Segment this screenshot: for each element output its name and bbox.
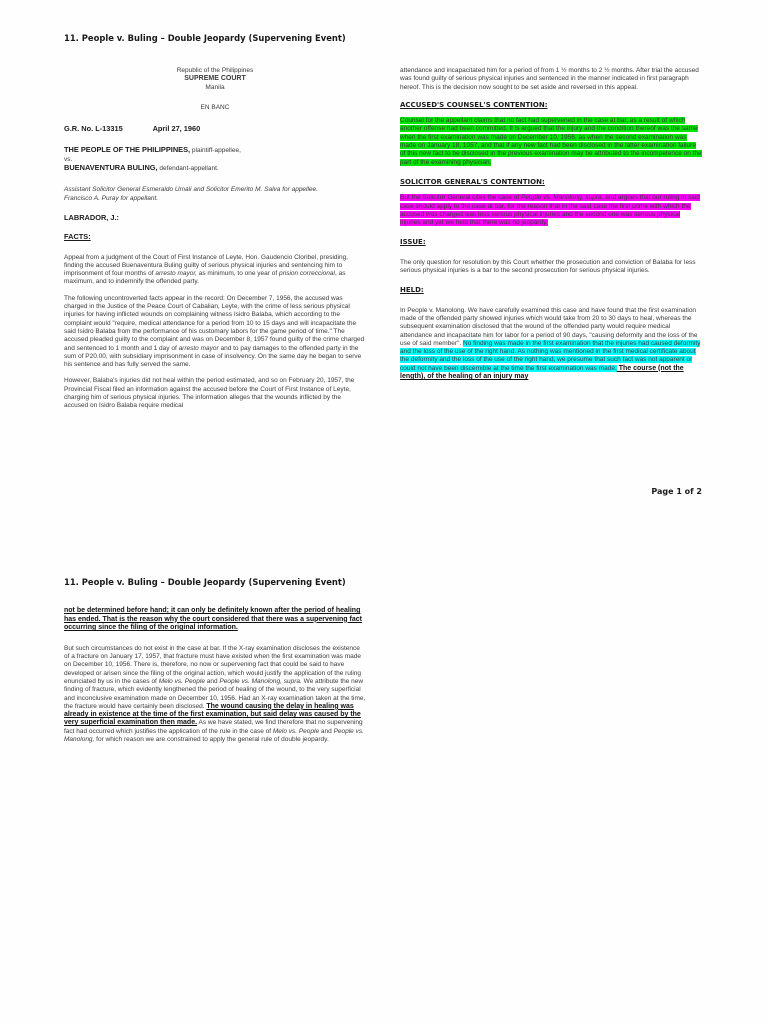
facts-paragraph-4: attendance and incapacitated him for a period of from 1 ½ months to 2 ½ months. After trial the accused was found guilty of serious physical injuries and sentenced in the manner indicated in first paragraph hereof. This is the decision now sought to be set aside and reversed in this appeal.	[400, 67, 699, 91]
accused-contention-heading: ACCUSED'S COUNSEL'S CONTENTION:	[400, 100, 548, 109]
court-city: Manila	[205, 83, 225, 91]
right-column	[400, 67, 702, 381]
left-column	[64, 67, 366, 411]
court-division: EN BANC	[200, 103, 230, 111]
issue-heading: ISSUE:	[400, 238, 426, 247]
held-heading: HELD:	[400, 286, 424, 295]
republic-line: Republic of the Philippines	[176, 67, 254, 74]
document-header: 11. People v. Buling – Double Jeopardy (Supervening Event)	[64, 33, 346, 43]
document-header-page-2: 11. People v. Buling – Double Jeopardy (Supervening Event)	[64, 577, 346, 587]
accused-contention-text	[400, 117, 702, 167]
issue-text: The only question for resolution by this Court whether the prosecution and conviction of Balaba for less serious physical injuries is a bar to the second prosecution for serious physical injuries.	[400, 258, 696, 275]
plaintiff-name: THE PEOPLE OF THE PHILIPPINES,	[64, 145, 191, 155]
emphasis-text-page-2: The wound causing the delay in healing was already in existence at the time of the first examination, but said delay was caused by the very superficial examination then made.	[64, 702, 361, 727]
defendant-line	[64, 164, 366, 173]
held-text: In People v. Manolong. We have carefully examined this case and have found that the first examination made of the offended party showed injuries which would take from 20 to 30 days to heal, whereas the subsequent examination disclosed that the wound of the offended party would require medical attendance and incapacitate him for labor for a period of 90 days, "causing deformity and the loss of the use of said member". No finding was made in the first examination that the injuries had caused deformity and the loss of the use of the right hand. As nothing was mentioned in the first medical certificate about the deformity and the loss of the use of the right hand, we presume that such fact was not apparent or could not have been discernible at the time the first examination was made. The course (not the length), of the healing of an injury may	[400, 306, 701, 381]
document-page-2	[0, 560, 768, 1024]
facts-paragraph-3: However, Balaba's injuries did not heal within the period estimated, and so on February 20, 1957, the Provincial Fiscal filed an information against the accused before the Court of First Instance of Leyte, charging him of serious physical injuries. The information alleges that the wounds inflicted by the accused on Isidro Balaba require medical	[64, 377, 355, 410]
page-number: Page 1 of 2	[651, 487, 702, 496]
defendant-name: BUENAVENTURA BULING,	[64, 163, 158, 173]
highlight-magenta: But the Solicitor General cites the case of People vs. Manolong, supra, and argues that our ruling in said case should apply to the case at bar, for the reason that in the said case the first crime with which the accused was charged was less serious physical injuries and the second one was serious physical injuries and yet we held that there was no jeopardy.	[400, 194, 700, 227]
decision-date: April 27, 1960	[152, 124, 201, 134]
continued-emphasis: not be determined before hand; it can only be definitely known after the period of healing has ended. That is the reason why the court considered that there was a supervening fact occurring since the filing of the original information.	[64, 607, 362, 632]
case-number-line	[64, 125, 366, 133]
highlight-cyan: No finding was made in the first examination that the injuries had caused deformity and the loss of the use of the right hand. As nothing was mentioned in the first medical certificate about the deformity and the loss of the use of the right hand, we presume that such fact was not apparent or could not have been discernible at the time the first examination was made.	[400, 339, 701, 372]
versus: vs.	[64, 155, 73, 163]
ponente: LABRADOR, J.:	[64, 212, 120, 222]
facts-heading: FACTS:	[64, 232, 91, 242]
counsel-appellee: Assistant Solicitor General Esmeraldo Umali and Solicitor Emerito M. Salva for appellee.	[64, 186, 318, 194]
facts-paragraph-1: Appeal from a judgment of the Court of First Instance of Leyte, Hon. Gaudencio Cloribel, presiding, finding the accused Buenaventura Buling guilty of serious physical injuries and sentencing him to imprisonment of four months of arresto mayor, as minimum, to one year of prision correccional, as maximum, and to indemnify the offended party.	[64, 253, 348, 286]
gr-number: G.R. No. L-13315	[64, 124, 123, 134]
defendant-role: defendant-appellant.	[157, 165, 219, 173]
page-2-paragraph: But such circumstances do not exist in the case at bar. If the X-ray examination discloses the existence of a fracture on January 17, 1957, that fracture must have existed when the first examination was made on December 10, 1956. There is, therefore, no now or supervening fact that could be said to have developed or arisen since the filing of the original action, which would justify the application of the ruling enunciated by us in the cases of Melo vs. People and People vs. Manolong, supra. We attribute the new finding of fracture, which evidently lengthened the period of healing of the wound, to the very superficial and inconclusive examination made on December 10, 1956. Had an X-ray examination taken at the time, the fracture would have certainly been disclosed. The wound causing the delay in healing was already in existence at the time of the first examination, but said delay was caused by the very superficial examination then made. As we have stated, we find therefore that no supervening fact had occurred which justifies the application of the rule in the case of Melo vs. People and People vs. Manolong, for which reason we are constrained to apply the general rule of double jeopardy.	[64, 644, 366, 744]
court-name: SUPREME COURT	[184, 75, 246, 83]
page-2-column	[64, 607, 366, 744]
highlight-green: Counsel for the appellant claims that no fact had supervened in the case at bar, as a result of which another offense had been committed. It is argued that the injury and the condition thereof was the same when the first examination was made on December 10, 1956, as when the second examination was made on January 18, 1957, and that if any new fact had been disclosed in the latter examination failure of this new fact to be disclosed in the previous examination may be attributed to the incompetence on the part of the examining physician.	[400, 117, 702, 166]
plaintiff-role: plaintiff-appellee,	[190, 147, 241, 155]
emphasis-text: The course (not the length), of the healing of an injury may	[400, 364, 684, 381]
solgen-contention-heading: SOLICITOR GENERAL'S CONTENTION:	[400, 177, 545, 186]
counsel-appellant: Francisco A. Puray for appellant.	[64, 194, 159, 202]
solgen-contention-text	[400, 194, 702, 227]
facts-paragraph-2: The following uncontroverted facts appear in the record: On December 7, 1956, the accused was charged in the Justice of the Peace Court of Cabalian, Leyte, with the crime of less serious physical injuries for having inflicted wounds on complaining witness Isidro Balaba, which according to the complaint would "require, medical attendance for a period from 10 to 15 days and will incapacitate the said Isidro Balaba from the performance of his customary labors for the game period of time." The accused pleaded guilty to the complaint and was on December 8, 1957 found guilty of the crime charged and sentenced to 1 month and 1 day of arresto mayor and to pay damages to the offended party in the sum of P20.00, with subsidiary imprisonment in case of insolvency. On the same day he began to serve his sentence and has fully served the same.	[64, 294, 365, 369]
plaintiff-line	[64, 146, 366, 155]
